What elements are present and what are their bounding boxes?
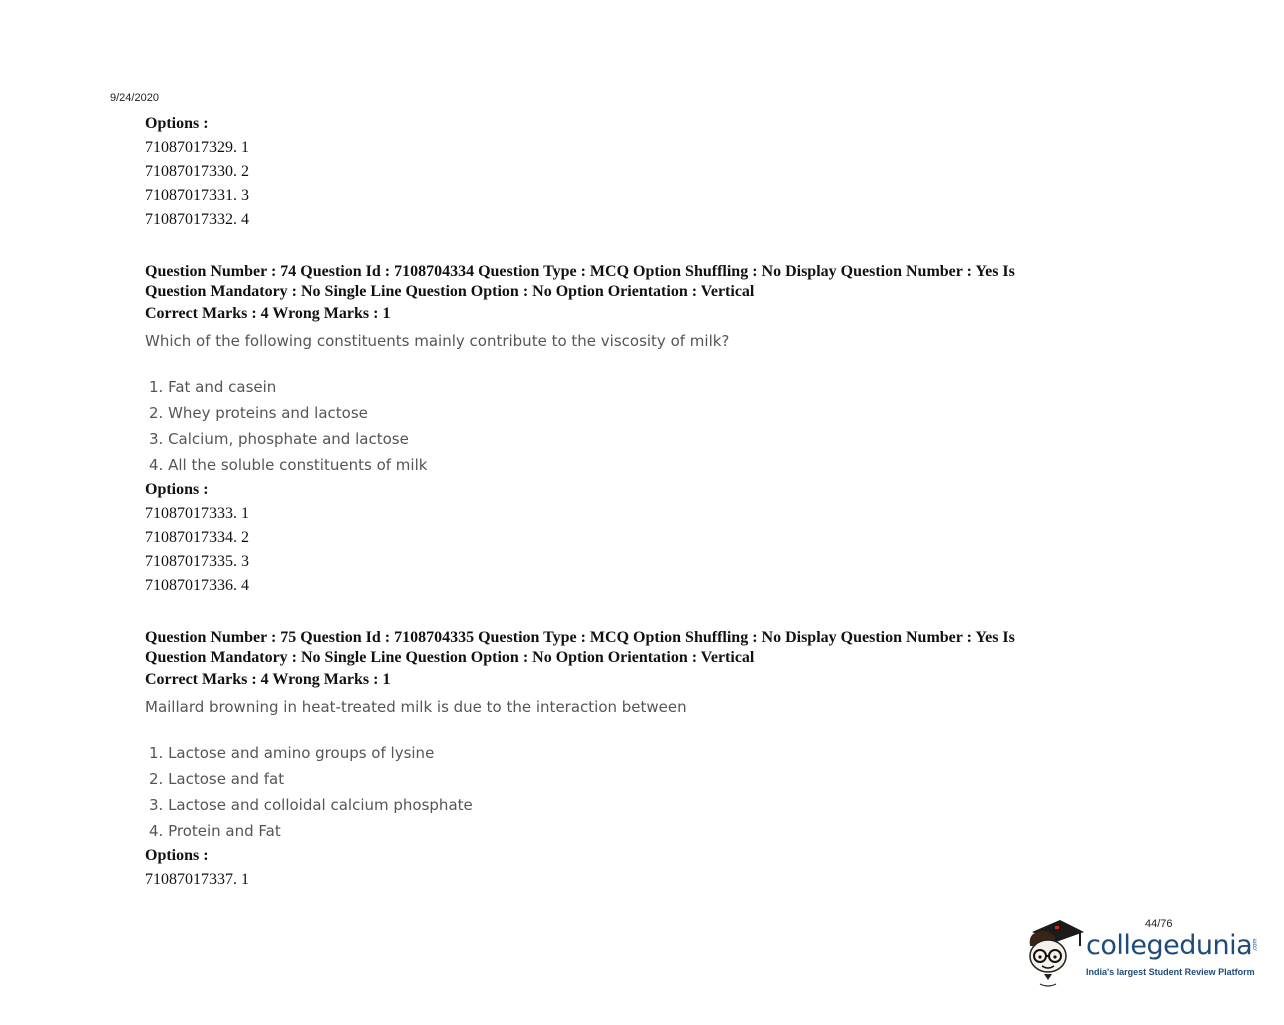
question-meta: Question Number : 74 Question Id : 7108704334 Question Type : MCQ Option Shuffling : No Display Question Number : Yes Is: [145, 263, 1015, 280]
option-code: 71087017330. 2: [145, 163, 249, 180]
answer-choice: 1. Lactose and amino groups of lysine: [149, 744, 435, 762]
answer-choice: 2. Whey proteins and lactose: [149, 404, 368, 422]
answer-choice: 3. Lactose and colloidal calcium phosphate: [149, 796, 473, 814]
document-body: [145, 112, 1145, 892]
answer-choice: 1. Fat and casein: [149, 378, 277, 396]
answer-choice: 4. Protein and Fat: [149, 822, 281, 840]
option-code: 71087017329. 1: [145, 139, 249, 156]
answer-choice: 3. Calcium, phosphate and lactose: [149, 430, 409, 448]
options-block-73: [145, 112, 1145, 232]
question-text: Maillard browning in heat-treated milk is due to the interaction between: [145, 698, 687, 716]
answer-choice: 2. Lactose and fat: [149, 770, 285, 788]
options-label: Options :: [145, 115, 209, 132]
question-meta: Question Number : 75 Question Id : 7108704335 Question Type : MCQ Option Shuffling : No Display Question Number : Yes Is: [145, 629, 1015, 646]
option-code: 71087017336. 4: [145, 577, 249, 594]
question-text: Which of the following constituents mainly contribute to the viscosity of milk?: [145, 332, 730, 350]
logo-domain: .com: [1252, 938, 1259, 952]
answer-choices: [149, 374, 1145, 478]
question-meta: Question Mandatory : No Single Line Question Option : No Option Orientation : Vertical: [145, 283, 755, 300]
question-74: [145, 262, 1145, 598]
print-date: 9/24/2020: [110, 92, 159, 104]
question-meta: Question Mandatory : No Single Line Question Option : No Option Orientation : Vertical: [145, 649, 755, 666]
option-code: 71087017333. 1: [145, 505, 249, 522]
answer-choice: 4. All the soluble constituents of milk: [149, 456, 428, 474]
collegedunia-logo: [1022, 916, 1262, 988]
mascot-icon: [1022, 916, 1088, 988]
question-marks: Correct Marks : 4 Wrong Marks : 1: [145, 671, 391, 688]
page-number: 44/76: [1145, 918, 1173, 930]
logo-wordmark: collegedunia: [1086, 930, 1253, 961]
question-marks: Correct Marks : 4 Wrong Marks : 1: [145, 305, 391, 322]
options-label: Options :: [145, 481, 209, 498]
option-code: 71087017334. 2: [145, 529, 249, 546]
option-code: 71087017331. 3: [145, 187, 249, 204]
answer-choices: [149, 740, 1145, 844]
option-code: 71087017335. 3: [145, 553, 249, 570]
question-75: [145, 628, 1145, 892]
option-code: 71087017332. 4: [145, 211, 249, 228]
option-code: 71087017337. 1: [145, 871, 249, 888]
options-label: Options :: [145, 847, 209, 864]
logo-tagline: India's largest Student Review Platform: [1086, 967, 1255, 977]
